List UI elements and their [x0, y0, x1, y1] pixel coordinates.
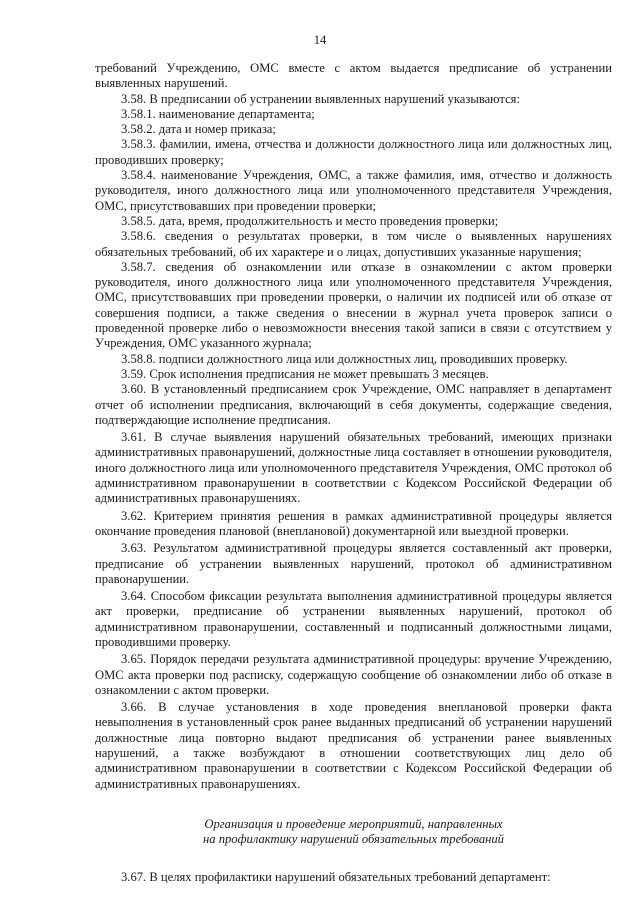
- paragraph-3-58-3: 3.58.3. фамилии, имена, отчества и должности должностного лица или должностных лиц, проводивших проверку;: [95, 137, 612, 167]
- paragraph-3-58-6: 3.58.6. сведения о результатах проверки, в том числе о выявленных нарушениях обязательных требований, об их характере и о лицах, допустивших указанные нарушения;: [95, 229, 612, 259]
- paragraph-continuation: требований Учреждению, ОМС вместе с актом выдается предписание об устранении выявленных нарушений.: [95, 61, 612, 91]
- paragraph-3-66: 3.66. В случае установления в ходе проведения внеплановой проверки факта невыполнения в установленный срок ранее выданных предписаний об устранении нарушений должностные лица повторно выдают предписания об устранении ранее выявленных нарушений, а также возбуждают в отношении соответствующих лиц дело об административном правонарушении в соответствии с Кодексом Российской Федерации об административных правонарушениях.: [95, 700, 612, 791]
- paragraph-3-58-2: 3.58.2. дата и номер приказа;: [121, 122, 276, 137]
- document-body: [95, 61, 612, 885]
- paragraph-3-58-4: 3.58.4. наименование Учреждения, ОМС, а также фамилия, имя, отчество и должность руководителя, иного должностного лица или уполномоченного представителя Учреждения, ОМС, присутствовавших при проведении проверки;: [95, 168, 612, 213]
- paragraph-3-61: 3.61. В случае выявления нарушений обязательных требований, имеющих признаки административных правонарушений, должностные лица составляет в отношении руководителя, иного должностного лица или уполномоченного представителя Учреждения, ОМС протокол об административном правонарушении в соответствии с Кодексом Российской Федерации об административных правонарушениях.: [95, 430, 612, 506]
- paragraph-3-62: 3.62. Критерием принятия решения в рамках административной процедуры является окончание проведения плановой (внеплановой) документарной или выездной проверки.: [95, 508, 612, 538]
- section-heading: [95, 817, 612, 848]
- paragraph-3-60: 3.60. В установленный предписанием срок Учреждение, ОМС направляет в департамент отчет об исполнении предписания, включающий в себя документы, содержащие сведения, подтверждающие исполнение предписания.: [95, 382, 612, 427]
- paragraph-3-58: 3.58. В предписании об устранении выявленных нарушений указываются:: [121, 91, 520, 106]
- paragraph-3-65: 3.65. Порядок передачи результата административной процедуры: вручение Учреждению, ОМС акта проверки под расписку, содержащую сообщение об ознакомлении либо об отказе в ознакомлении с актом проверки.: [95, 652, 612, 697]
- paragraph-3-67: 3.67. В целях профилактики нарушений обязательных требований департамент:: [121, 869, 551, 884]
- paragraph-3-58-1: 3.58.1. наименование департамента;: [121, 106, 315, 121]
- paragraph-3-64: 3.64. Способом фиксации результата выполнения административной процедуры является акт проверки, предписание об устранении выявленных нарушений, протокол об административном правонарушении, составленный и подписанный должностными лицами, проводившими проверку.: [95, 589, 612, 649]
- paragraph-3-58-8: 3.58.8. подписи должностного лица или должностных лиц, проводивших проверку.: [121, 351, 568, 366]
- page-number: 14: [313, 33, 327, 47]
- section-heading-line-1: Организация и проведение мероприятий, направленных: [204, 816, 503, 831]
- paragraph-3-59: 3.59. Срок исполнения предписания не может превышать 3 месяцев.: [121, 366, 489, 381]
- paragraph-3-63: 3.63. Результатом административной процедуры является составленный акт проверки, предписание об устранении выявленных нарушений, протокол об административном правонарушении.: [95, 541, 612, 586]
- paragraph-3-58-7: 3.58.7. сведения об ознакомлении или отказе в ознакомлении с актом проверки руководителя, иного должностного лица или уполномоченного представителя Учреждения, ОМС, присутствовавших при проведении проверки, о наличии их подписей или об отказе от совершения подписи, а также сведения о внесении в журнал учета проверок записи о проведенной проверке либо о невозможности внесения такой записи в связи с отсутствием у Учреждения, ОМС указанного журнала;: [95, 259, 612, 351]
- paragraph-3-58-5: 3.58.5. дата, время, продолжительность и место проведения проверки;: [121, 213, 499, 228]
- section-heading-line-2: на профилактику нарушений обязательных требований: [203, 832, 504, 847]
